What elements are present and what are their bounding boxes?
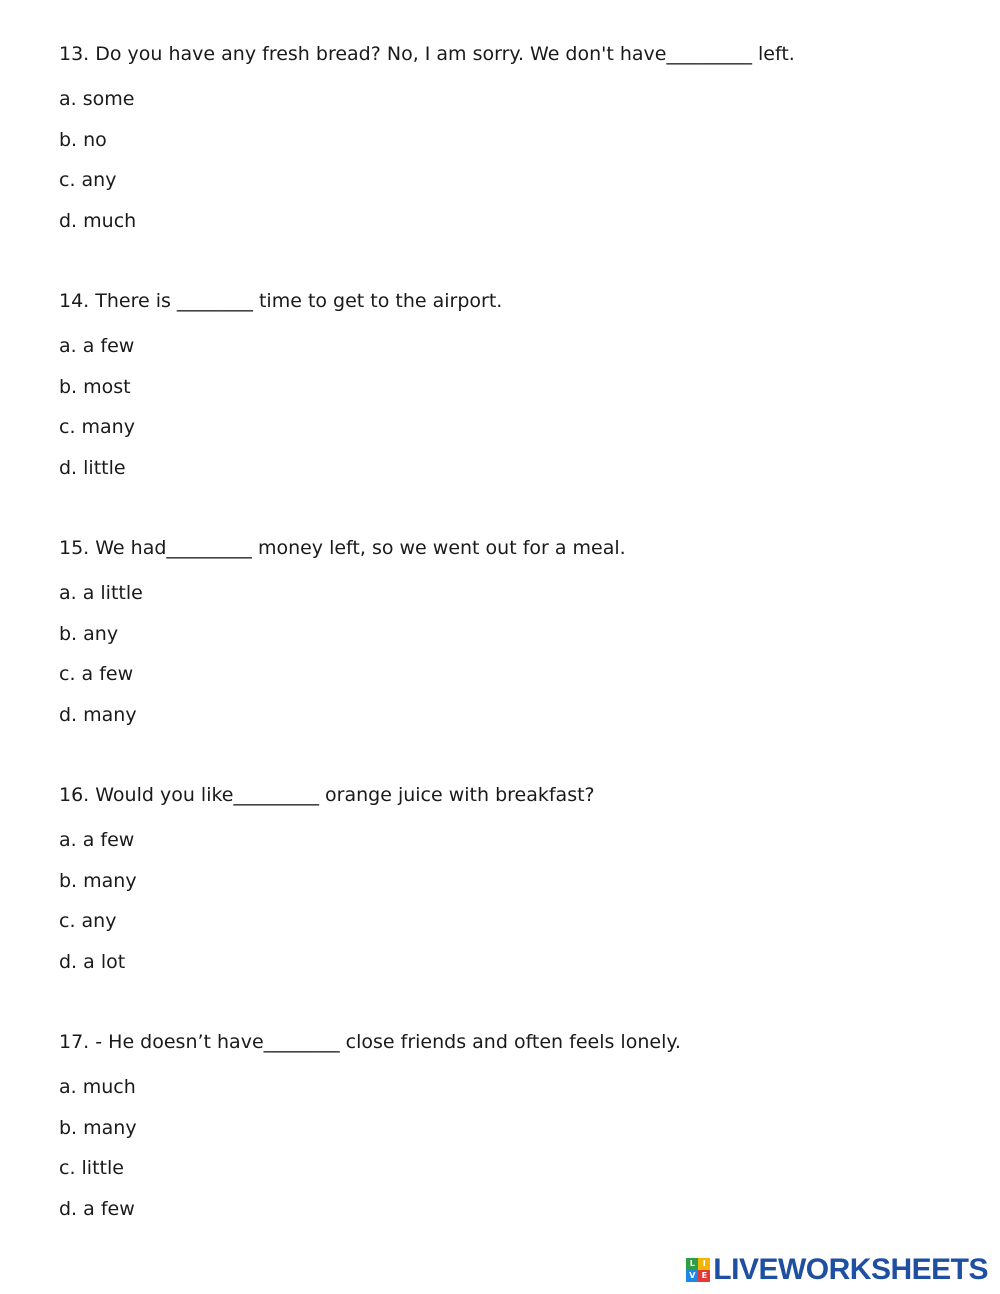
question-16-option-b[interactable]: b. many — [59, 869, 137, 892]
logo-icon-cell: L — [686, 1258, 698, 1270]
liveworksheets-logo — [686, 1254, 988, 1286]
logo-icon-cell: E — [698, 1270, 710, 1282]
question-13 — [59, 42, 959, 249]
question-16-option-d[interactable]: d. a lot — [59, 950, 126, 973]
question-14-option-c[interactable]: c. many — [59, 416, 135, 438]
question-14-option-d[interactable]: d. little — [59, 456, 126, 479]
question-13-text: 13. Do you have any fresh bread? No, I am sorry. We don't have_________ left. — [59, 43, 795, 65]
question-13-option-d[interactable]: d. much — [59, 209, 137, 232]
question-15-option-b[interactable]: b. any — [59, 622, 119, 645]
question-15-option-d[interactable]: d. many — [59, 703, 137, 726]
question-14 — [59, 289, 959, 496]
question-17-option-c[interactable]: c. little — [59, 1157, 124, 1179]
question-14-text: 14. There is ________ time to get to the airport. — [59, 290, 503, 312]
question-17-option-d[interactable]: d. a few — [59, 1197, 135, 1220]
question-13-option-a[interactable]: a. some — [59, 88, 135, 110]
logo-icon-cell: I — [698, 1258, 710, 1270]
logo-icon-cell: V — [686, 1270, 698, 1282]
question-13-option-c[interactable]: c. any — [59, 169, 117, 191]
question-14-option-a[interactable]: a. a few — [59, 335, 135, 357]
question-14-option-b[interactable]: b. most — [59, 375, 131, 398]
question-17-text: 17. - He doesn’t have________ close friends and often feels lonely. — [59, 1031, 681, 1053]
liveworksheets-logo-icon — [686, 1258, 710, 1282]
question-15-option-c[interactable]: c. a few — [59, 663, 134, 685]
question-13-option-b[interactable]: b. no — [59, 128, 107, 151]
question-15-text: 15. We had_________ money left, so we went out for a meal. — [59, 537, 626, 559]
question-15-option-a[interactable]: a. a little — [59, 582, 143, 604]
question-17-option-a[interactable]: a. much — [59, 1076, 136, 1098]
question-16 — [59, 783, 959, 990]
question-16-option-a[interactable]: a. a few — [59, 829, 135, 851]
liveworksheets-logo-text: LIVEWORKSHEETS — [713, 1253, 988, 1286]
question-17 — [59, 1030, 959, 1237]
question-17-option-b[interactable]: b. many — [59, 1116, 137, 1139]
question-16-text: 16. Would you like_________ orange juice with breakfast? — [59, 784, 595, 806]
question-15 — [59, 536, 959, 743]
question-16-option-c[interactable]: c. any — [59, 910, 117, 932]
